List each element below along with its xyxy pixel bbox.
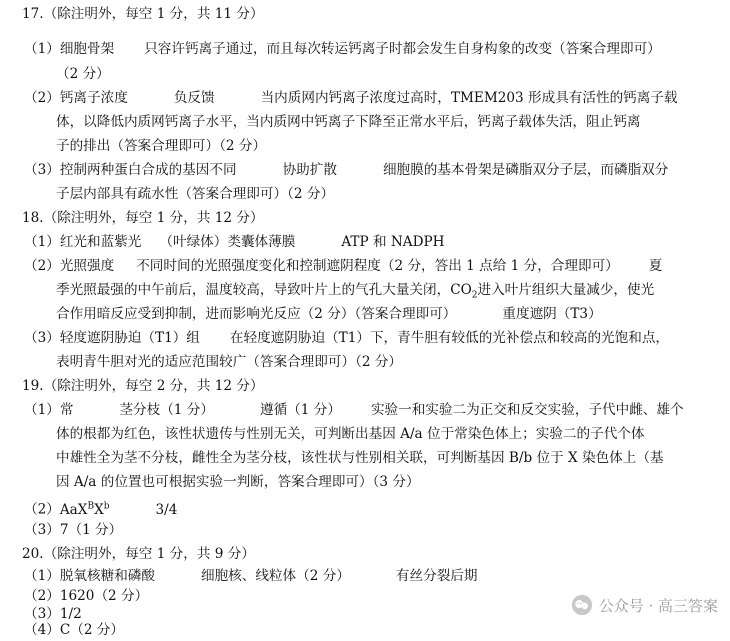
text-segment: 合作用暗反应受到抑制，进而影响光反应（2 分）（答案合理即可） (56, 306, 457, 322)
answer-blank: （叶绿体）类囊体薄膜 (159, 234, 296, 250)
answer-blank: 只容许钙离子通过，而且每次转运钙离子时都会发生自身构象的改变（答案合理即可） (144, 41, 661, 57)
answer-blank: 不同时间的光照强度变化和控制遮阴程度（2 分，答出 1 点给 1 分，合理即可） (136, 258, 619, 274)
answer-blank: 实验一和实验二为正交和反交实验，子代中雌、雄个 (370, 402, 684, 418)
part-number: （1） (24, 568, 60, 584)
q17-part1-line1 (24, 39, 661, 59)
part-number: （2） (24, 90, 60, 106)
answer-blank: 脱氧核糖和磷酸 (59, 568, 155, 584)
q20-header: 20.（除注明外，每空 1 分，共 9 分） (22, 546, 255, 562)
answer-blank: 3/4 (155, 501, 178, 518)
answer-blank: 有丝分裂后期 (395, 568, 478, 584)
q19-part3-line1 (24, 520, 122, 540)
q19-part1-line3: 中雄性全为茎不分枝，雌性全为茎分枝，该性状与性别相关联，可判断基因 B/b 位于 X 染色体上（基 (56, 450, 664, 466)
q18-part3-line1 (24, 328, 669, 348)
part-number: （4） (24, 622, 60, 638)
part-number: （3） (24, 522, 60, 538)
answer-blank: 茎分枝（1 分） (119, 402, 214, 418)
part-number: （3） (24, 330, 60, 346)
q17-part2-line1 (24, 88, 678, 108)
superscript: b (103, 501, 110, 511)
answer-blank: C（2 分） (59, 622, 124, 638)
subscript: 2 (471, 290, 478, 301)
q18-part2-line2 (56, 280, 654, 306)
q19-part1-line4: 因 A/a 的位置也可根据实验一判断，答案合理即可）（3 分） (56, 474, 420, 490)
part-number: （3） (24, 162, 60, 178)
answer-blank: 控制两种蛋白合成的基因不同 (59, 162, 237, 178)
q18-part3-line2: 表明青牛胆对光的适应范围较广（答案合理即可）（2 分） (56, 354, 403, 370)
q20-part1-line1 (24, 566, 477, 586)
q19-part2-line1 (24, 496, 177, 520)
answer-blank: 夏 (648, 258, 663, 274)
q18-part2-line3 (56, 304, 602, 324)
text-segment: 季光照最强的中午前后，温度较高，导致叶片上的气孔大量关闭，CO (56, 282, 472, 298)
q17-part3-line1 (24, 160, 668, 180)
answer-blank: 钙离子浓度 (59, 90, 128, 106)
part-number: （2） (24, 258, 60, 274)
answer-blank: 细胞骨架 (59, 41, 115, 57)
q18-part1-line1 (24, 232, 444, 252)
part-number: （1） (24, 234, 60, 250)
answer-blank: 细胞膜的基本骨架是磷脂双分子层，而磷脂双分 (382, 162, 669, 178)
answer-blank: 负反馈 (173, 90, 215, 106)
answer-blank: ATP 和 NADPH (341, 234, 445, 250)
answer-blank: 重度遮阴（T3） (502, 306, 602, 322)
text-segment: 进入叶片组织大量减少，使光 (477, 282, 655, 298)
answer-blank: 1/2 (59, 606, 82, 622)
q18-header: 18.（除注明外，每空 1 分，共 12 分） (22, 210, 264, 226)
answer-blank: 轻度遮阴胁迫（T1）组 (59, 330, 200, 346)
q17-part3-line2: 子层内部具有疏水性（答案合理即可）（2 分） (56, 186, 335, 202)
q19-part1-line2: 体的根都为红色，该性状遗传与性别无关，可判断出基因 A/a 位于常染色体上；实验二的子代个体 (56, 426, 645, 442)
part-number: （3） (24, 606, 60, 622)
part-number: （1） (24, 402, 60, 418)
q17-part2-line2: 体，以降低内质网钙离子水平，当内质网中钙离子下降至正常水平后，钙离子载体失活，阻止钙离 (56, 114, 641, 130)
q20-part2-line1 (24, 586, 148, 606)
answer-blank: 细胞核、线粒体（2 分） (201, 568, 350, 584)
answer-blank: 遵循（1 分） (259, 402, 341, 418)
q19-part1-line1 (24, 400, 684, 420)
answer-blank: 7（1 分） (59, 522, 123, 538)
answer-blank: 在轻度遮阴胁迫（T1）下，青牛胆有较低的光补偿点和较高的光饱和点， (229, 330, 670, 346)
watermark (571, 594, 718, 616)
part-number: （2） (24, 588, 60, 604)
q17-part1-score: （2 分） (56, 66, 110, 82)
answer-blank: 光照强度 (59, 258, 115, 274)
answer-blank: 常 (59, 402, 74, 418)
answer-blank: 协助扩散 (282, 162, 337, 178)
answer-blank: 1620（2 分） (59, 588, 149, 604)
superscript: B (87, 501, 95, 511)
part-number: （1） (24, 41, 60, 57)
q18-part2-line1 (24, 256, 662, 276)
answer-blank: 红光和蓝紫光 (59, 234, 142, 250)
text-segment: X (94, 501, 104, 518)
q17-part2-line3: 子的排出（答案合理即可）（2 分） (56, 138, 267, 154)
q17-header: 17.（除注明外，每空 1 分，共 11 分） (22, 6, 264, 22)
part-number: （2） (24, 501, 60, 518)
genotype (60, 502, 110, 518)
q20-part4-line1 (24, 620, 124, 640)
wechat-official-account-icon (571, 594, 593, 616)
answer-blank: 当内质网内钙离子浓度过高时，TMEM203 形成具有活性的钙离子载 (260, 90, 678, 106)
text-segment: AaX (59, 501, 88, 518)
q19-header: 19.（除注明外，每空 2 分，共 12 分） (22, 378, 264, 394)
watermark-text: 公众号 · 高三答案 (598, 596, 718, 615)
